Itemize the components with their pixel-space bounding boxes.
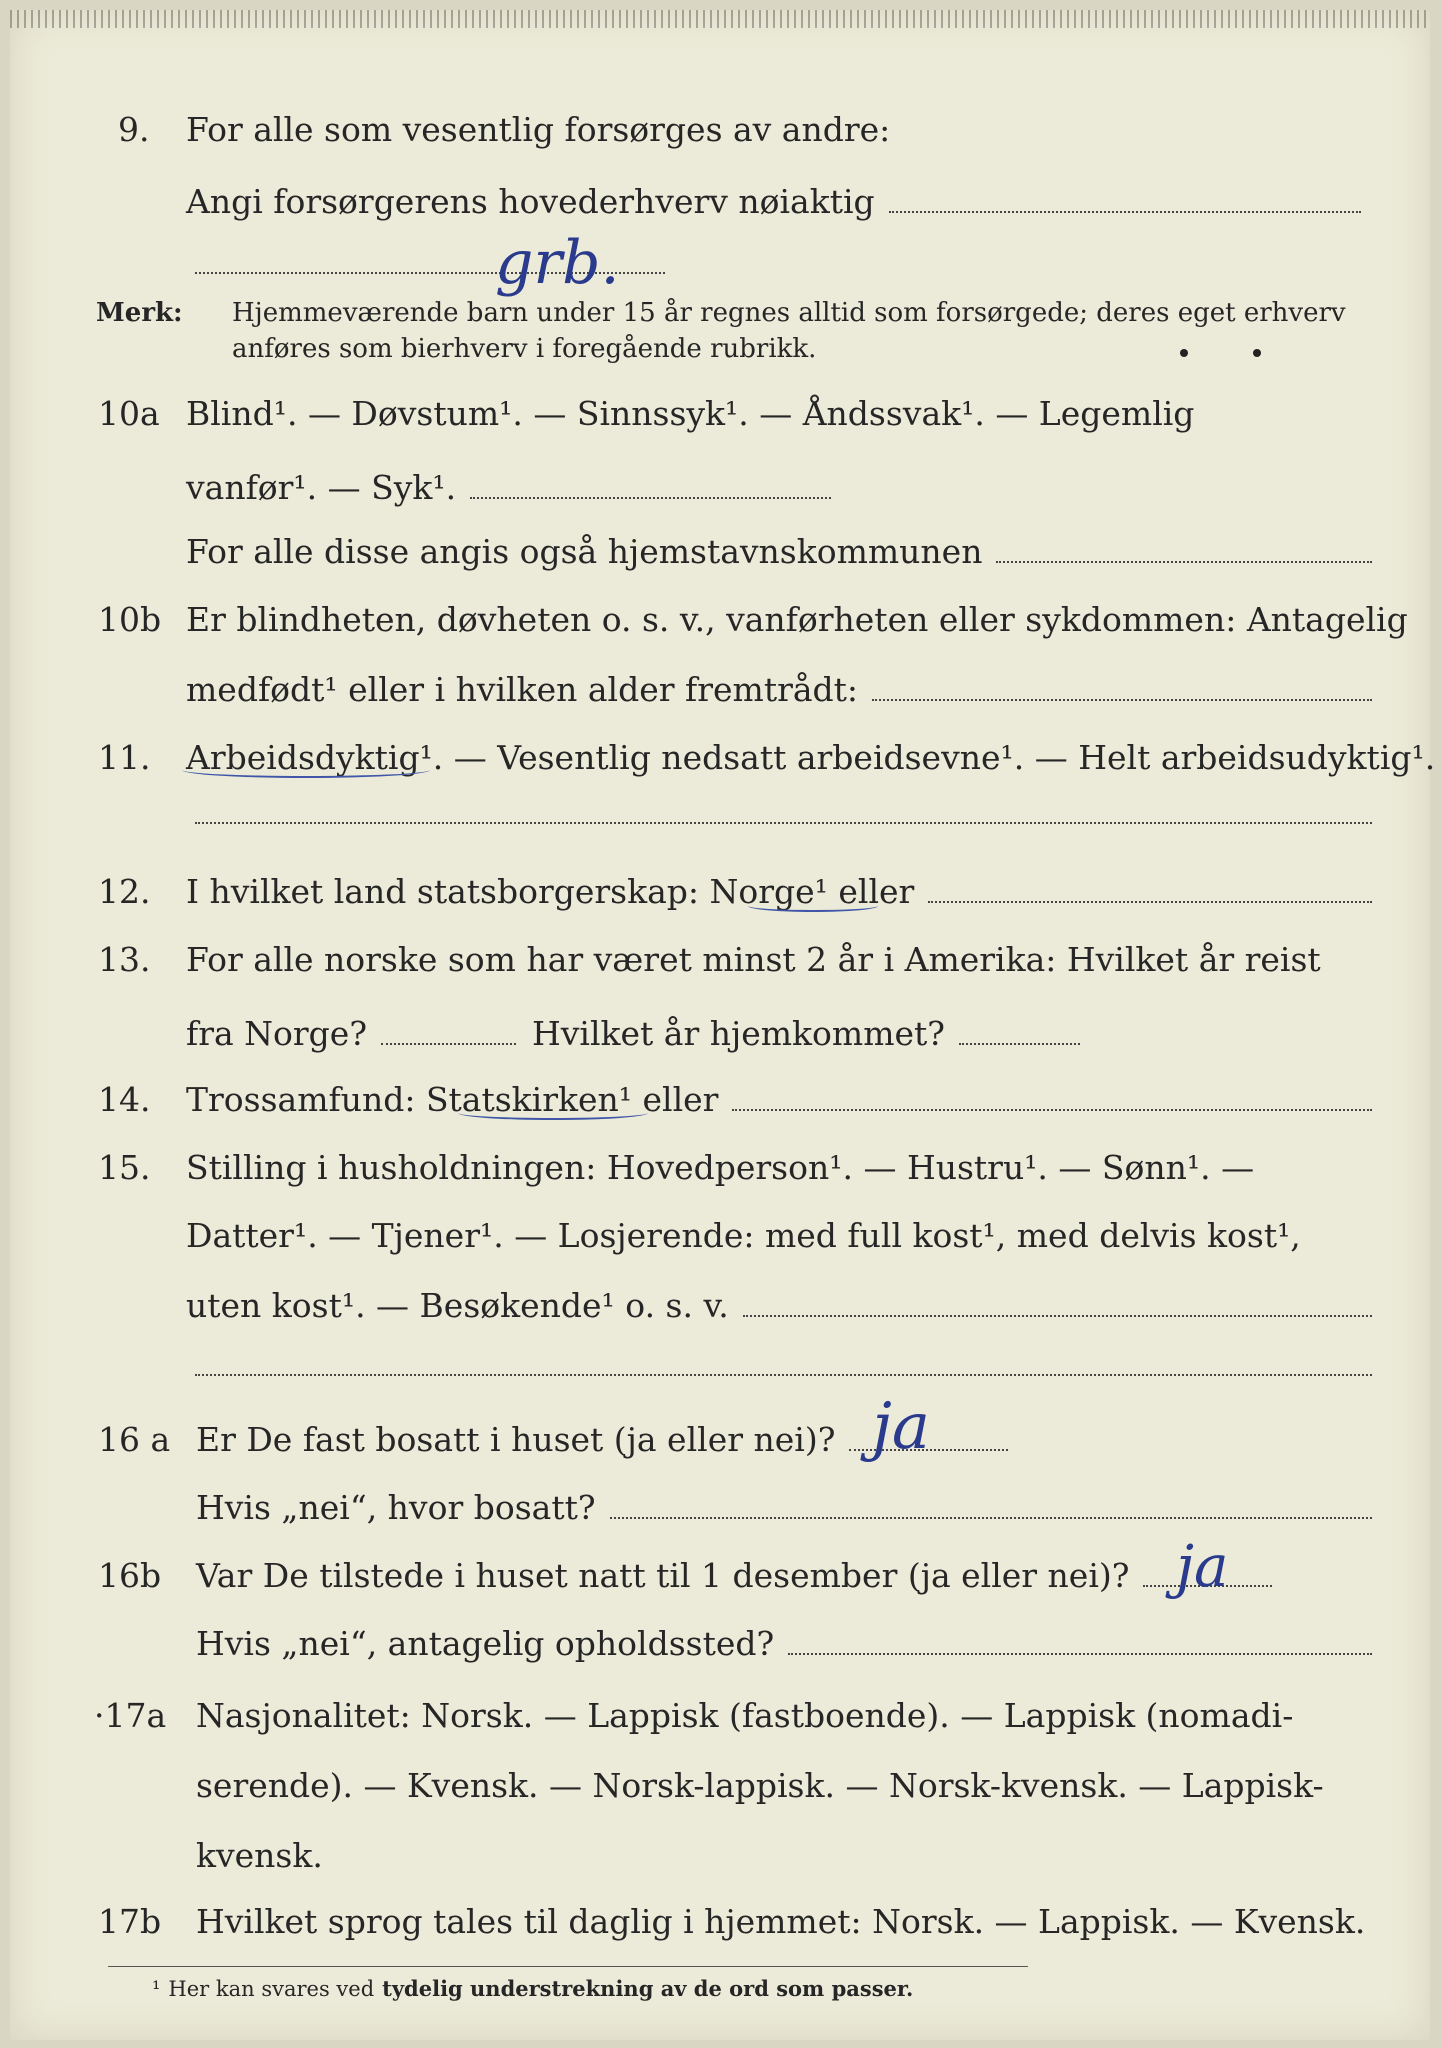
- q16b-text1: Var De tilstede i huset natt til 1 desember (ja eller nei)?: [196, 1556, 1130, 1595]
- q15-number: 15.: [98, 1148, 151, 1187]
- q16b-line1: [196, 1556, 1272, 1595]
- q13-right-dots: [959, 1042, 1080, 1045]
- q10b-dots: [872, 698, 1372, 701]
- q9-text1: For alle som vesentlig forsørges av andre:: [186, 110, 891, 149]
- q9-line2: [186, 182, 1361, 221]
- q10a-home-dots: [996, 560, 1372, 563]
- q12-dots: [928, 900, 1372, 903]
- q14-line1: [186, 1080, 1372, 1119]
- q15-dots: [743, 1314, 1372, 1317]
- q14-handwritten-underline: [458, 1106, 648, 1120]
- q17a-line3: kvensk.: [196, 1836, 323, 1875]
- q10b-number: 10b: [98, 600, 162, 639]
- q16b-text2: Hvis „nei“, antagelig opholdssted?: [196, 1624, 775, 1663]
- footnote-mark: ¹: [152, 1977, 161, 2001]
- ink-dot: [1180, 349, 1188, 357]
- merk-label: Merk:: [96, 298, 183, 328]
- q13-left-dots: [381, 1042, 516, 1045]
- q12-number: 12.: [98, 872, 151, 911]
- q9-text2: Angi forsørgerens hovederhverv nøiaktig: [186, 182, 875, 221]
- q14-number: 14.: [98, 1080, 151, 1119]
- q14-dots: [732, 1108, 1372, 1111]
- q16a-place-dots: [610, 1516, 1372, 1519]
- q16b-line2: [196, 1624, 1372, 1663]
- q11-number: 11.: [98, 738, 151, 777]
- q17b-number: 17b: [98, 1902, 162, 1941]
- q10a-text3: For alle disse angis også hjemstavnskommunen: [186, 532, 983, 571]
- q13-line2a: [186, 1014, 516, 1053]
- q10a-number: 10a: [98, 394, 160, 433]
- merk-line1: Hjemmeværende barn under 15 år regnes alltid som forsørgede; deres eget erhverv: [232, 298, 1346, 328]
- footnote-text-a: Her kan svares ved: [168, 1977, 375, 2001]
- q10b-line2: [186, 670, 1372, 709]
- q17b-line1: Hvilket sprog tales til daglig i hjemmet: Norsk. — Lappisk. — Kvensk.: [196, 1902, 1366, 1941]
- q13-text2b: Hvilket år hjemkommet?: [532, 1014, 945, 1053]
- q16b-place-dots: [788, 1652, 1372, 1655]
- q17a-line2: serende). — Kvensk. — Norsk-lappisk. — Norsk-kvensk. — Lappisk-: [196, 1766, 1324, 1805]
- q16a-number: 16 a: [98, 1420, 171, 1459]
- q16a-text2: Hvis „nei“, hvor bosatt?: [196, 1488, 596, 1527]
- q12-text1: I hvilket land statsborgerskap: Norge¹ eller: [186, 872, 915, 911]
- q17a-number: ·17a: [94, 1696, 167, 1735]
- scan-edge: [10, 10, 1430, 28]
- q12-handwritten-underline: [748, 900, 878, 912]
- q11-answer-rule: [195, 822, 1372, 824]
- q10b-line1: Er blindheten, døvheten o. s. v., vanførheten eller sykdommen: Antagelig: [186, 600, 1408, 639]
- q13-line2b: [532, 1014, 1080, 1053]
- q13-number: 13.: [98, 940, 151, 979]
- q11-line1: Arbeidsdyktig¹. — Vesentlig nedsatt arbeidsevne¹. — Helt arbeidsudyktig¹.: [186, 738, 1436, 777]
- q15-line1: Stilling i husholdningen: Hovedperson¹. — Hustru¹. — Sønn¹. —: [186, 1148, 1255, 1187]
- q14-text1: Trossamfund: Statskirken¹ eller: [186, 1080, 719, 1119]
- q16a-line2: [196, 1488, 1372, 1527]
- footnote-text-b: tydelig understrekning av de ord som passer.: [382, 1976, 914, 2001]
- q10b-text2: medfødt¹ eller i hvilken alder fremtrådt:: [186, 670, 859, 709]
- q13-text2a: fra Norge?: [186, 1014, 368, 1053]
- q13-line1: For alle norske som har været minst 2 år i Amerika: Hvilket år reist: [186, 940, 1321, 979]
- q9-line1: [186, 110, 1066, 149]
- q16a-text1: Er De fast bosatt i huset (ja eller nei)?: [196, 1420, 836, 1459]
- q16b-number: 16b: [98, 1556, 162, 1595]
- q10a-line2: [186, 468, 831, 507]
- q10a-line3: [186, 532, 1372, 571]
- q15-text3: uten kost¹. — Besøkende¹ o. s. v.: [186, 1286, 729, 1325]
- q10a-line1: Blind¹. — Døvstum¹. — Sinnssyk¹. — Åndssvak¹. — Legemlig: [186, 394, 1195, 433]
- q9-number: 9.: [118, 110, 150, 149]
- q15-answer-rule: [195, 1374, 1372, 1376]
- merk-line2: anføres som bierhverv i foregående rubrikk.: [232, 334, 817, 364]
- census-form-page: [10, 10, 1436, 2040]
- footnote: [152, 1976, 913, 2001]
- q9-answer-dots: [889, 210, 1361, 213]
- q17a-line1: Nasjonalitet: Norsk. — Lappisk (fastboende). — Lappisk (nomadi-: [196, 1696, 1294, 1735]
- q16a-handwritten-answer: ja: [872, 1390, 930, 1464]
- q15-line3: [186, 1286, 1372, 1325]
- q9-handwritten-answer: grb.: [495, 228, 620, 298]
- q15-line2: Datter¹. — Tjener¹. — Losjerende: med full kost¹, med delvis kost¹,: [186, 1216, 1301, 1255]
- footnote-separator: [108, 1966, 1028, 1967]
- q10a-dots: [470, 496, 831, 499]
- ink-dot: [1253, 349, 1261, 357]
- q10a-text2: vanfør¹. — Syk¹.: [186, 468, 457, 507]
- q16b-handwritten-answer: ja: [1176, 1532, 1229, 1600]
- q11-handwritten-underline: [182, 762, 430, 778]
